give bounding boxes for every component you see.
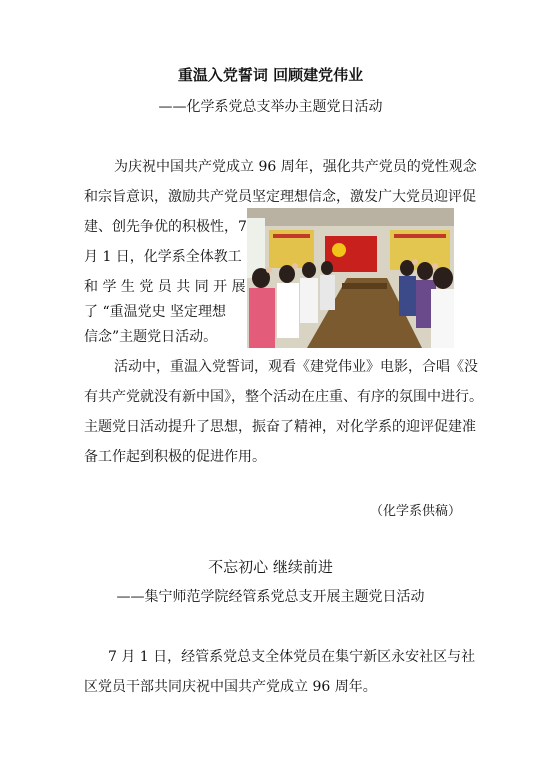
article1-p1-line4: 月 1 日，化学系全体教工 bbox=[84, 249, 242, 265]
article1-p1-line7: 信念”主题党日活动。 bbox=[84, 329, 218, 345]
article1-subtitle: ——化学系党总支举办主题党日活动 bbox=[158, 99, 383, 115]
article1-p1-line6: 了 “重温党史 坚定理想 bbox=[84, 304, 227, 320]
article1-p1-line3: 建、创先争优的积极性，7 bbox=[84, 219, 247, 235]
article2-title: 不忘初心 继续前进 bbox=[208, 558, 333, 576]
oath-photo bbox=[247, 208, 454, 348]
article1-p2-line2: 有共产党就没有新中国》，整个活动在庄重、有序的氛围中进行。 bbox=[84, 389, 483, 405]
article1-p2-line1: 活动中，重温入党誓词，观看《建党伟业》电影，合唱《没 bbox=[114, 359, 478, 375]
article1-p1-line2: 和宗旨意识，激励共产党员坚定理想信念，激发广大党员迎评促 bbox=[84, 189, 476, 205]
article2-subtitle: ——集宁师范学院经管系党总支开展主题党日活动 bbox=[116, 589, 425, 605]
article1-p1-line1: 为庆祝中国共产党成立 96 周年，强化共产党员的党性观念 bbox=[114, 159, 477, 175]
article1-p2-line4: 备工作起到积极的促进作用。 bbox=[84, 449, 266, 465]
article2-p1-line2: 区党员干部共同庆祝中国共产党成立 96 周年。 bbox=[84, 679, 377, 695]
article1-title: 重温入党誓词 回顾建党伟业 bbox=[177, 66, 364, 84]
article2-p1-line1: 7 月 1 日，经管系党总支全体党员在集宁新区永安社区与社 bbox=[108, 649, 476, 665]
article1-credit: （化学系供稿） bbox=[370, 504, 462, 519]
article1-p2-line3: 主题党日活动提升了思想，振奋了精神，对化学系的迎评促建准 bbox=[84, 419, 476, 435]
article1-p1-line5: 和 学 生 党 员 共 同 开 展 bbox=[84, 279, 246, 295]
